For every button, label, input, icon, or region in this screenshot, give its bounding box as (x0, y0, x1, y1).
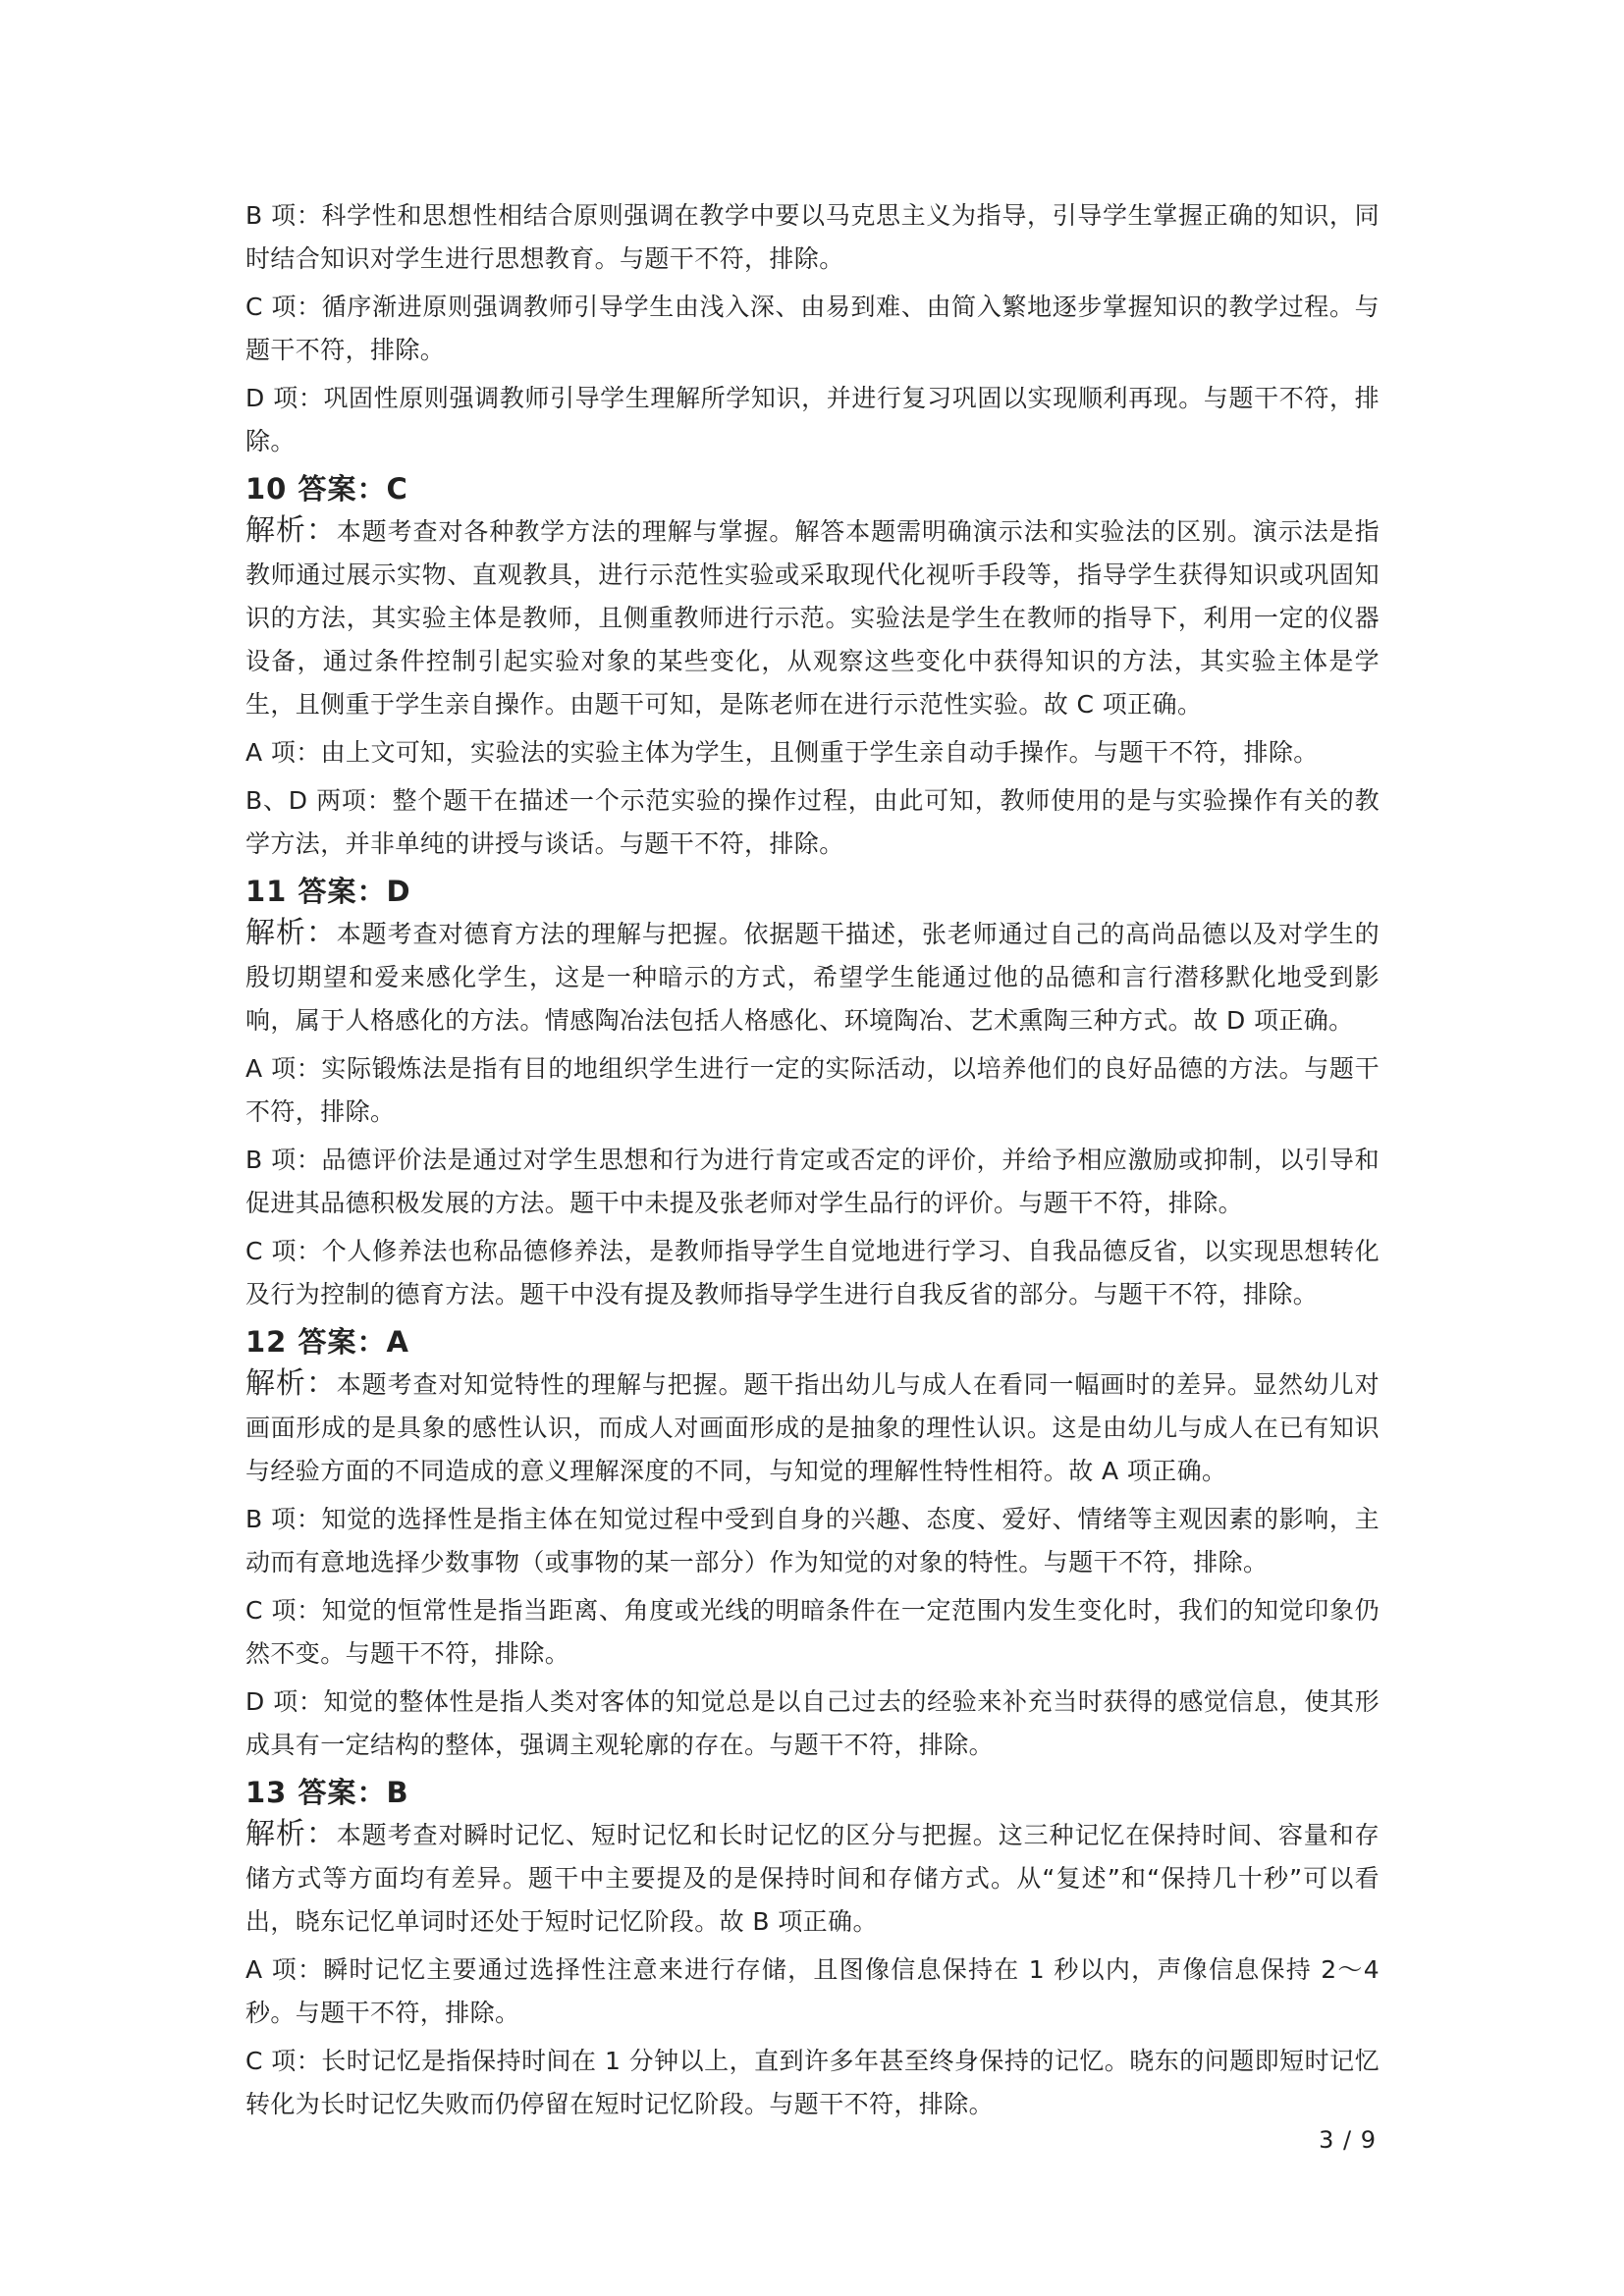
analysis-label: 解析： (245, 1366, 337, 1401)
page-number: 3 / 9 (1319, 2126, 1377, 2154)
analysis-label: 解析： (245, 1817, 337, 1851)
analysis-paragraph (245, 1813, 1380, 1944)
option-paragraph: D 项：巩固性原则强调教师引导学生理解所学知识，并进行复习巩固以实现顺利再现。与题干不符，排除。 (245, 384, 1380, 455)
answer-heading: 11 答案：D (245, 875, 411, 908)
answer-heading: 10 答案：C (245, 472, 408, 506)
option-paragraph: B 项：科学性和思想性相结合原则强调在教学中要以马克思主义为指导，引导学生掌握正确的知识，同时结合知识对学生进行思想教育。与题干不符，排除。 (245, 201, 1380, 273)
analysis-paragraph (245, 1362, 1380, 1493)
analysis-label: 解析： (245, 513, 337, 548)
analysis-text: 本题考查对各种教学方法的理解与掌握。解答本题需明确演示法和实验法的区别。演示法是指教师通过展示实物、直观教具，进行示范性实验或采取现代化视听手段等，指导学生获得知识或巩固知识的方法，其实验主体是教师，且侧重教师进行示范。实验法是学生在教师的指导下，利用一定的仪器设备，通过条件控制引起实验对象的某些变化，从观察这些变化中获得知识的方法，其实验主体是学生，且侧重于学生亲自操作。由题干可知，是陈老师在进行示范性实验。故 C 项正确。 (245, 517, 1380, 719)
answer-block-10 (245, 468, 1380, 866)
answer-heading: 12 答案：A (245, 1325, 409, 1359)
option-paragraph: B 项：知觉的选择性是指主体在知觉过程中受到自身的兴趣、态度、爱好、情绪等主观因素的影响，主动而有意地选择少数事物（或事物的某一部分）作为知觉的对象的特性。与题干不符，排除。 (245, 1505, 1380, 1576)
option-paragraph: C 项：知觉的恒常性是指当距离、角度或光线的明暗条件在一定范围内发生变化时，我们的知觉印象仍然不变。与题干不符，排除。 (245, 1596, 1380, 1668)
answer-block-13 (245, 1772, 1380, 2126)
option-paragraph: C 项：长时记忆是指保持时间在 1 分钟以上，直到许多年甚至终身保持的记忆。晓东的问题即短时记忆转化为长时记忆失败而仍停留在短时记忆阶段。与题干不符，排除。 (245, 2047, 1380, 2118)
option-paragraph: D 项：知觉的整体性是指人类对客体的知觉总是以自己过去的经验来补充当时获得的感觉信息，使其形成具有一定结构的整体，强调主观轮廓的存在。与题干不符，排除。 (245, 1687, 1380, 1759)
answer-block-11 (245, 871, 1380, 1316)
analysis-text: 本题考查对知觉特性的理解与把握。题干指出幼儿与成人在看同一幅画时的差异。显然幼儿对画面形成的是具象的感性认识，而成人对画面形成的是抽象的理性认识。这是由幼儿与成人在已有知识与经验方面的不同造成的意义理解深度的不同，与知觉的理解性特性相符。故 A 项正确。 (245, 1370, 1380, 1485)
analysis-label: 解析： (245, 916, 337, 950)
option-paragraph: C 项：循序渐进原则强调教师引导学生由浅入深、由易到难、由简入繁地逐步掌握知识的教学过程。与题干不符，排除。 (245, 293, 1380, 364)
option-paragraph: B 项：品德评价法是通过对学生思想和行为进行肯定或否定的评价，并给予相应激励或抑制，以引导和促进其品德积极发展的方法。题干中未提及张老师对学生品行的评价。与题干不符，排除。 (245, 1146, 1380, 1217)
answer-block-12 (245, 1321, 1380, 1767)
analysis-paragraph (245, 912, 1380, 1042)
analysis-text: 本题考查对瞬时记忆、短时记忆和长时记忆的区分与把握。这三种记忆在保持时间、容量和存储方式等方面均有差异。题干中主要提及的是保持时间和存储方式。从“复述”和“保持几十秒”可以看出，晓东记忆单词时还处于短时记忆阶段。故 B 项正确。 (245, 1821, 1380, 1936)
option-paragraph: A 项：由上文可知，实验法的实验主体为学生，且侧重于学生亲自动手操作。与题干不符，排除。 (245, 738, 1319, 767)
option-paragraph: A 项：实际锻炼法是指有目的地组织学生进行一定的实际活动，以培养他们的良好品德的方法。与题干不符，排除。 (245, 1054, 1380, 1126)
option-paragraph: C 项：个人修养法也称品德修养法，是教师指导学生自觉地进行学习、自我品德反省，以实现思想转化及行为控制的德育方法。题干中没有提及教师指导学生进行自我反省的部分。与题干不符，排除。 (245, 1237, 1380, 1308)
option-paragraph: B、D 两项：整个题干在描述一个示范实验的操作过程，由此可知，教师使用的是与实验操作有关的教学方法，并非单纯的讲授与谈话。与题干不符，排除。 (245, 786, 1380, 858)
analysis-text: 本题考查对德育方法的理解与把握。依据题干描述，张老师通过自己的高尚品德以及对学生的殷切期望和爱来感化学生，这是一种暗示的方式，希望学生能通过他的品德和言行潜移默化地受到影响，属于人格感化的方法。情感陶冶法包括人格感化、环境陶冶、艺术熏陶三种方式。故 D 项正确。 (245, 920, 1380, 1035)
option-paragraph: A 项：瞬时记忆主要通过选择性注意来进行存储，且图像信息保持在 1 秒以内，声像信息保持 2～4 秒。与题干不符，排除。 (245, 1955, 1380, 2027)
answer-heading: 13 答案：B (245, 1776, 409, 1809)
analysis-paragraph (245, 509, 1380, 726)
page-content (245, 194, 1380, 2131)
intro-section (245, 194, 1380, 463)
